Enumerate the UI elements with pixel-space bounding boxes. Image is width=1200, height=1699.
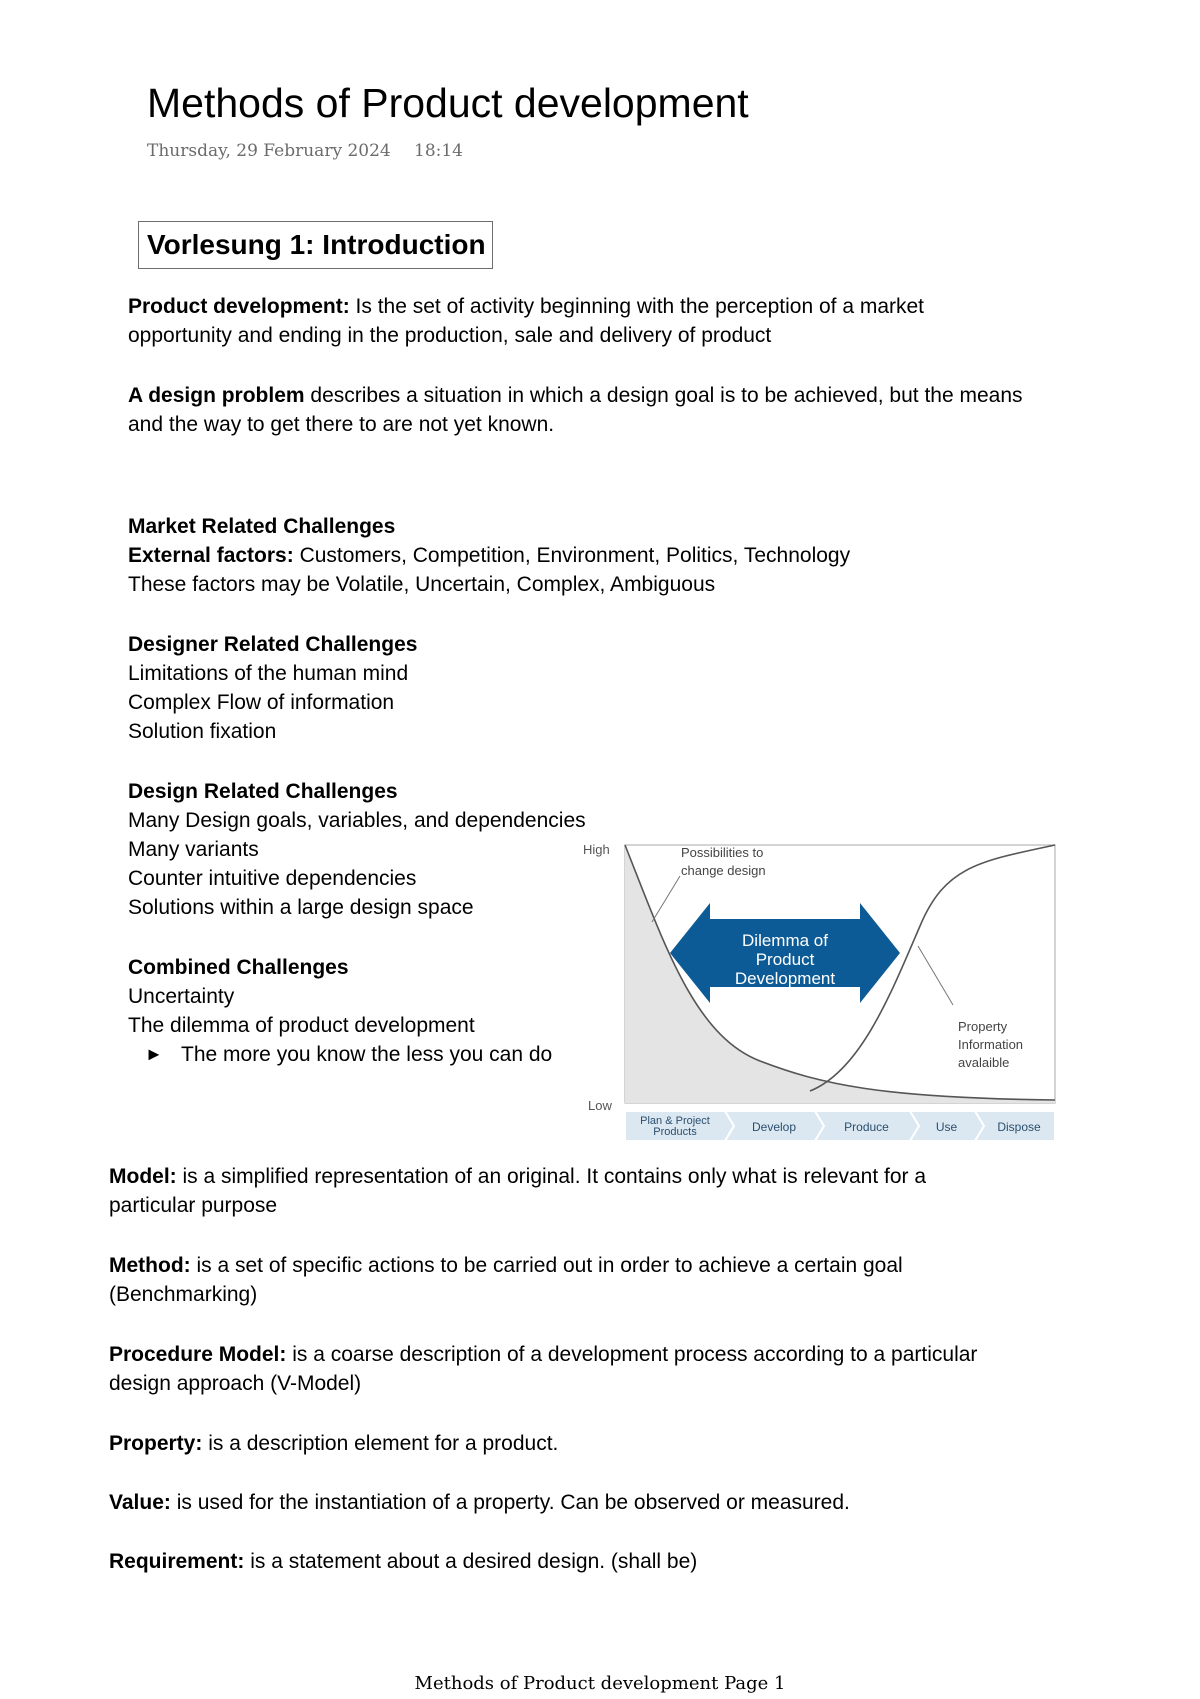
definition-text-cont: design approach (V-Model): [109, 1372, 362, 1395]
factors-volatility-line: These factors may be Volatile, Uncertain, Complex, Ambiguous: [128, 573, 716, 596]
information-label-line: Property: [958, 1019, 1008, 1034]
external-factors-text: Customers, Competition, Environment, Politics, Technology: [293, 544, 851, 567]
design-problem-text-cont: and the way to get there to are not yet known.: [128, 413, 555, 436]
combined-challenges-heading: Combined Challenges: [128, 956, 349, 979]
definition-term: Value:: [109, 1491, 171, 1514]
design-problem-term: A design problem: [128, 384, 305, 407]
definition-text: is used for the instantiation of a property. Can be observed or measured.: [170, 1491, 850, 1514]
definition-text: is a description element for a product.: [202, 1432, 559, 1455]
dilemma-chart: [580, 836, 1060, 1142]
product-development-term: Product development:: [128, 295, 350, 318]
page-footer: Methods of Product development Page 1: [414, 1673, 786, 1694]
bullet-item: The more you know the less you can do: [181, 1043, 553, 1066]
information-label-line: avalaible: [958, 1055, 1010, 1070]
definition-term: Requirement:: [109, 1550, 245, 1573]
design-problem-text: describes a situation in which a design goal is to be achieved, but the means: [304, 384, 1023, 407]
definition-text: is a statement about a desired design. (shall be): [244, 1550, 698, 1573]
property-definition: [109, 1429, 558, 1458]
possibilities-label-line: change design: [681, 863, 766, 878]
product-development-text-cont: opportunity and ending in the production, sale and delivery of product: [128, 324, 772, 347]
procedure-model-definition: [109, 1340, 977, 1369]
possibilities-label-line: Possibilities to: [681, 845, 764, 860]
arrow-label-line: Dilemma of: [742, 931, 828, 950]
list-item: Uncertainty: [128, 985, 235, 1008]
list-item: Complex Flow of information: [128, 691, 395, 714]
phase-bar: [625, 1111, 1055, 1141]
list-item: The dilemma of product development: [128, 1014, 475, 1037]
definition-term: Property:: [109, 1432, 203, 1455]
phase-label: Use: [935, 1120, 958, 1134]
arrow-label-line: Development: [734, 969, 836, 988]
phase-label: Products: [653, 1126, 697, 1138]
value-definition: [109, 1488, 850, 1517]
page-time: 18:14: [414, 141, 463, 161]
phase-label: Dispose: [997, 1120, 1041, 1134]
y-axis-high-label: High: [583, 842, 610, 857]
requirement-definition: [109, 1547, 697, 1576]
external-factors-term: External factors:: [128, 544, 294, 567]
list-item: Limitations of the human mind: [128, 662, 409, 685]
product-development-definition: [128, 292, 924, 321]
page-date: Thursday, 29 February 2024: [147, 141, 391, 161]
design-problem-definition: [128, 381, 1023, 410]
information-label-line: Information: [958, 1037, 1024, 1052]
definition-text: is a simplified representation of an original. It contains only what is relevant for a: [176, 1165, 927, 1188]
definition-text-cont: (Benchmarking): [109, 1283, 258, 1306]
method-definition: [109, 1251, 903, 1280]
y-axis-low-label: Low: [588, 1098, 612, 1113]
definition-term: Model:: [109, 1165, 177, 1188]
phase-label: Develop: [751, 1120, 797, 1134]
definition-term: Procedure Model:: [109, 1343, 287, 1366]
list-item: Solution fixation: [128, 720, 277, 743]
phase-label: Produce: [844, 1120, 889, 1134]
market-challenges-heading: Market Related Challenges: [128, 515, 396, 538]
definition-text-cont: particular purpose: [109, 1194, 278, 1217]
definition-term: Method:: [109, 1254, 191, 1277]
definition-text: is a coarse description of a development process according to a particular: [286, 1343, 978, 1366]
page-title: Methods of Product development: [147, 80, 749, 126]
external-factors-line: [128, 541, 850, 570]
product-development-text: Is the set of activity beginning with the perception of a market: [349, 295, 925, 318]
design-challenges-heading: Design Related Challenges: [128, 780, 398, 803]
lecture-heading: Vorlesung 1: Introduction: [138, 221, 493, 269]
arrow-label-line: Product: [755, 950, 815, 969]
definition-text: is a set of specific actions to be carried out in order to achieve a certain goal: [190, 1254, 903, 1277]
list-item: Many variants: [128, 838, 259, 861]
designer-challenges-heading: Designer Related Challenges: [128, 633, 418, 656]
list-item: Solutions within a large design space: [128, 896, 474, 919]
phase-label: Plan & Project: [640, 1115, 710, 1127]
list-item: Many Design goals, variables, and dependencies: [128, 809, 586, 832]
list-item: Counter intuitive dependencies: [128, 867, 417, 890]
bullet-arrow-icon: ►: [145, 1044, 163, 1064]
model-definition: [109, 1162, 926, 1191]
